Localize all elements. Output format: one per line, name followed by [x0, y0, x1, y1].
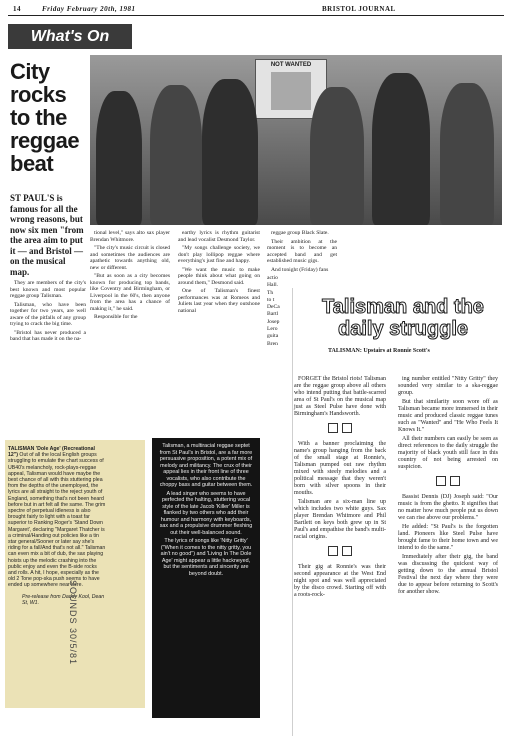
article1-col1: ST PAUL'S is famous for all the wrong reasons, but now six men "from the area aim to put it — and Bristol — on the musical map. They are members of the city's best known and most popular reggae group Talisman. Talisman, who have been together for two years, are well aware of the pitfalls of any group trying to crack the big time. "Bristol has never produced a band that has made it on the na- — [10, 193, 86, 342]
headline-line-5: beat — [10, 151, 54, 176]
headline-line-1: City — [10, 59, 50, 84]
page-number: 14 — [13, 5, 21, 13]
headline-line-3: to the — [10, 105, 67, 130]
band-member-4 — [310, 87, 364, 225]
article1-col2: tional level," says alto sax player Brendan Whitmore. "The city's music circuit is closed and sometimes the audiences are apathetic towards anything old, new or different. "But as soon as a city becomes known for producing top bands, like Coventry and Birmingham, or Liverpool in the 60's, then anyone from the area has a chance of making it," he said. Responsible for the — [90, 230, 170, 320]
black-review-box — [152, 438, 260, 718]
header-rule — [8, 15, 504, 16]
wanted-sign-text: NOT WANTED — [270, 62, 312, 68]
article2-col2: ing number entitled "Nitty Gritty" they sounded very similar to a ska-reggae group. But that similarity soon wore off as Talisman became more immersed in their music and produced classic reggae tunes such as "Wanted" and "He Who Feels It Knows It." All their numbers can easily be seen as direct references to the daily struggle the majority of black youth still face in this country of not being arrested on suspicion. Bassist Dennis (DJ) Joseph said: "Our music is from the ghetto. It signifies that no matter how much people put us down we can rise above our problems." He added: "St Paul's is the forgotten land. Pioneers like Steel Pulse have brought fame to their home town and we intend to do the same." Immediately after their gig, the band was discussing the quickest way of getting down to the annual Bristol Festival the next day where they were due to appear before returning to Scott's for another show. — [398, 376, 498, 595]
headline-line-4: reggae — [10, 128, 80, 153]
article2-col1: FORGET the Bristol riots! Talisman are the reggae group above all others who intend putting that battle-scarred area of St Paul's on the musical map just as Steel Pulse have done with Birmingham's Handsworth. With a banner proclaiming the name's group hanging from the back of the small stage at Ronnie's, Talisman pumped out raw rhythm mixed with steely melodies and a political message that they weren't born with silver spoons in their mouths. Talisman are a six-man line up which includes two white guys. Sax player Brendan Whitmore and Phil Bartlett on keys both grew up in St Paul's and empathise the band's multi-racial origins. Their gig at Ronnie's was their second appearance at the West End night spot and was well appreciated by the disco crowd. Starting off with a roots-rock- — [294, 376, 386, 598]
band-member-3 — [202, 79, 258, 225]
review-title: TALISMAN 'Dole Age' (Recreational 12") — [8, 446, 95, 459]
square-marks-2 — [294, 546, 386, 559]
band-member-2 — [150, 85, 202, 225]
article1-col4: reggae group Black Slate. Their ambition at the moment is to become an accepted band and get established music gigs. And tonight (Friday) fans actio Hall. Th to t DeCa Bartl Josep Lero guita Bren — [267, 230, 337, 347]
whats-on-label: What's On — [30, 28, 110, 45]
square-marks-3 — [398, 476, 498, 489]
review-stamp: SOUNDS 30/5/81 — [68, 580, 78, 666]
black-box-para-3: The lyrics of songs like 'Nitty Gritty' ("When it comes to the nitty gritty, you ain't no good") and 'Living In The Dole Age' might appear a little hackneyed, but the sentiments and sincerity are beyond doubt. — [160, 538, 252, 577]
article2-caption: TALISMAN: Upstairs at Ronnie Scott's — [328, 348, 430, 354]
band-member-5 — [372, 73, 430, 225]
band-member-1 — [96, 91, 142, 225]
article1-cut-lines: actio Hall. Th to t DeCa Bartl Josep Lero guita Bren — [267, 275, 280, 347]
band-photo — [90, 55, 502, 225]
headline-line-2: rocks — [10, 82, 67, 107]
article2-title: Talisman and the daily struggle — [322, 296, 484, 340]
issue-date: Friday February 20th, 1981 — [42, 5, 136, 13]
paper-name: BRISTOL JOURNAL — [322, 5, 396, 13]
article1-lead: ST PAUL'S is famous for all the wrong reasons, but now six men "from the area aim to put it — and Bristol — on the musical map. — [10, 193, 84, 277]
review-text — [8, 446, 106, 606]
black-box-para-2: A lead singer who seems to have perfected the halting, stuttering vocal style of the late Jacob 'Killer' Miller is flanked by two others who add their humour and harmony with keyboards, sax and a propulsive drummer fleshing out their well-balanced sound. — [159, 490, 253, 536]
review-body: Out of all the local English groups struggling to emulate the chart success of UB40's melancholy, rock-plays-reggae appeal, Talisman would have maybe the best chance of all with this stuttering plea from the depths of the unemployed, the lyrics are all straight to the reject youth of England, something that's not been heard before but in art felt all the same. The grim spectre of perpetual idleness is also brought fairly to light with a toast far superior to Ranking Roger's 'Stand Down Margaret', declaring "Margaret Thatcher is a criminal/Handing out policies like a tin star general/Sooner or later say she's riding for a fall/And that's not all." Talisman can even mix a bit of dub, the sax playing hoists up the melodic crashing into the public enjoy and even the B-side rocks and rolls. A hit, I hope, especially as the old 2 Tone pop-ska push seems to have ended up somewhere near here. — [8, 452, 106, 589]
band-member-6 — [440, 83, 494, 225]
black-box-para-1: Talisman, a multiracial reggae septet from St Paul's in Bristol, are a far more persuasive proposition, a potent mix of melody and militancy. The crux of their appeal lies in their front line of three vocalists, who also contribute the choppy bass and guitar between them. — [159, 443, 253, 488]
article1-col3: earthy lyrics is rhythm guitarist and lead vocalist Desmond Taylor. "My songs challenge society, we don't play lollipop reggae where everything's just fine and happy. "We want the music to make people think about what going on around them," Desmond said. One of Talisman's finest performances was at Romeos and Juliets last year when they outshone national — [178, 230, 260, 314]
review-footer: Pre-release from Daddy Kool, Dean St, W1. — [22, 593, 105, 606]
square-marks-1 — [294, 423, 386, 436]
